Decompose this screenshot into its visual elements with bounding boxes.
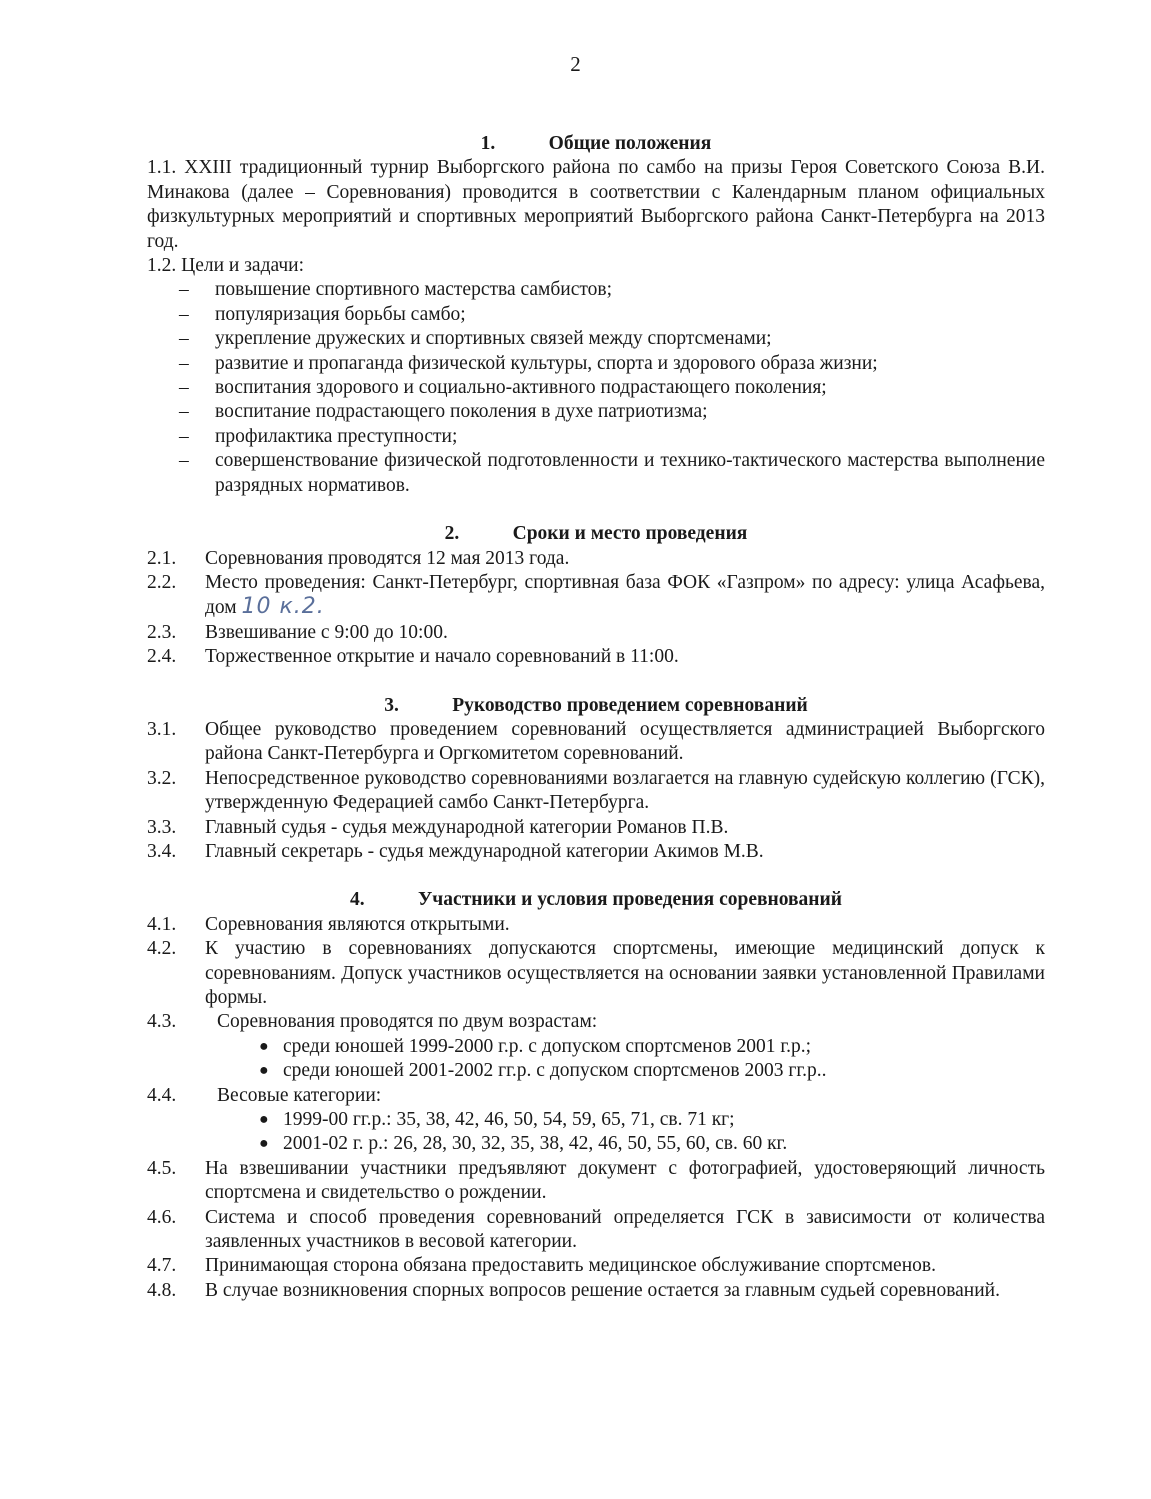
- list-item: ● среди юношей 2001-2002 гг.р. с допуском спортсменов 2003 гг.р..: [147, 1059, 1045, 1083]
- dash-icon: –: [179, 377, 189, 399]
- list-item: – воспитания здорового и социально-активного подрастающего поколения;: [147, 376, 1045, 400]
- paragraph-2-2: 2.2. Место проведения: Санкт-Петербург, спортивная база ФОК «Газпром» по адресу: улица Асафьева, дом 10 к.2.: [147, 571, 1045, 620]
- paragraph-3-2: 3.2. Непосредственное руководство соревнованиями возлагается на главную судейскую коллегию (ГСК), утвержденную Федерацией самбо Санкт-Петербурга.: [147, 767, 1045, 814]
- paragraph-1-1: 1.1. XXIII традиционный турнир Выборгского района по самбо на призы Героя Советского Союза В.И. Минакова (далее – Соревнования) проводится в соответствии с Календарным планом официальных физкультурных мероприятий и спортивных мероприятий Выборгского района Санкт-Петербурга на 2013 год.: [147, 157, 1045, 252]
- bullet-icon: ●: [259, 1135, 269, 1153]
- list-item: ● 2001-02 г. р.: 26, 28, 30, 32, 35, 38, 42, 46, 50, 55, 60, св. 60 кг.: [147, 1132, 1045, 1156]
- paragraph-4-4: 4.4. Весовые категории:: [147, 1084, 382, 1106]
- paragraph-3-3: 3.3. Главный судья - судья международной категории Романов П.В.: [147, 816, 729, 838]
- age-groups-list: [147, 1035, 1045, 1084]
- paragraph-4-5: 4.5. На взвешивании участники предъявляют документ с фотографией, удостоверяющий личность спортсмена и свидетельство о рождении.: [147, 1157, 1045, 1204]
- paragraph-1-2: 1.2. Цели и задачи:: [147, 255, 305, 277]
- paragraph-3-1: 3.1. Общее руководство проведением соревнований осуществляется администрацией Выборгского района Санкт-Петербурга и Оргкомитетом соревнований.: [147, 718, 1045, 765]
- bullet-icon: ●: [259, 1062, 269, 1080]
- paragraph-4-7: 4.7. Принимающая сторона обязана предоставить медицинское обслуживание спортсменов.: [147, 1255, 936, 1277]
- paragraph-2-1: 2.1. Соревнования проводятся 12 мая 2013 года.: [147, 547, 570, 569]
- list-item: – совершенствование физической подготовленности и технико-тактического мастерства выполнение разрядных нормативов.: [147, 449, 1045, 498]
- weight-categories-list: [147, 1108, 1045, 1157]
- list-item: – популяризация борьбы самбо;: [147, 303, 1045, 327]
- dash-icon: –: [179, 401, 189, 423]
- list-item: – повышение спортивного мастерства самбистов;: [147, 278, 1045, 302]
- paragraph-4-6: 4.6. Система и способ проведения соревнований определяется ГСК в зависимости от количества заявленных участников в весовой категории.: [147, 1206, 1045, 1253]
- paragraph-2-4: 2.4. Торжественное открытие и начало соревнований в 11:00.: [147, 646, 679, 668]
- section-3-title: 3. Руководство проведением соревнований: [384, 694, 808, 716]
- paragraph-4-8: 4.8. В случае возникновения спорных вопросов решение остается за главным судьей соревнований.: [147, 1279, 1000, 1301]
- page-number: 2: [570, 52, 581, 76]
- dash-icon: –: [179, 450, 189, 472]
- goals-list: [147, 278, 1045, 498]
- list-item: ● 1999-00 гг.р.: 35, 38, 42, 46, 50, 54, 59, 65, 71, св. 71 кг;: [147, 1108, 1045, 1132]
- bullet-icon: ●: [259, 1037, 269, 1055]
- list-item: ● среди юношей 1999-2000 г.р. с допуском спортсменов 2001 г.р.;: [147, 1035, 1045, 1059]
- document-body: [147, 132, 1045, 1303]
- dash-icon: –: [179, 279, 189, 301]
- dash-icon: –: [179, 425, 189, 447]
- paragraph-3-4: 3.4. Главный секретарь - судья международной категории Акимов М.В.: [147, 840, 764, 862]
- dash-icon: –: [179, 352, 189, 374]
- paragraph-4-2: 4.2. К участию в соревнованиях допускаются спортсмены, имеющие медицинский допуск к соревнованиям. Допуск участников осуществляется на основании заявки установленной Правилами формы.: [147, 938, 1045, 1008]
- list-item: – развитие и пропаганда физической культуры, спорта и здорового образа жизни;: [147, 352, 1045, 376]
- paragraph-2-3: 2.3. Взвешивание с 9:00 до 10:00.: [147, 621, 448, 643]
- bullet-icon: ●: [259, 1111, 269, 1129]
- dash-icon: –: [179, 303, 189, 325]
- dash-icon: –: [179, 328, 189, 350]
- handwritten-address: 10 к.2.: [241, 594, 325, 620]
- section-4-title: 4. Участники и условия проведения соревнований: [349, 889, 843, 911]
- list-item: – укрепление дружеских и спортивных связей между спортсменами;: [147, 327, 1045, 351]
- list-item: – профилактика преступности;: [147, 425, 1045, 449]
- section-1-title: 1. Общие положения: [480, 133, 712, 154]
- list-item: – воспитание подрастающего поколения в духе патриотизма;: [147, 400, 1045, 424]
- paragraph-4-1: 4.1. Соревнования являются открытыми.: [147, 913, 510, 935]
- section-2-title: 2. Сроки и место проведения: [444, 523, 748, 545]
- paragraph-4-3: 4.3. Соревнования проводятся по двум возрастам:: [147, 1011, 598, 1033]
